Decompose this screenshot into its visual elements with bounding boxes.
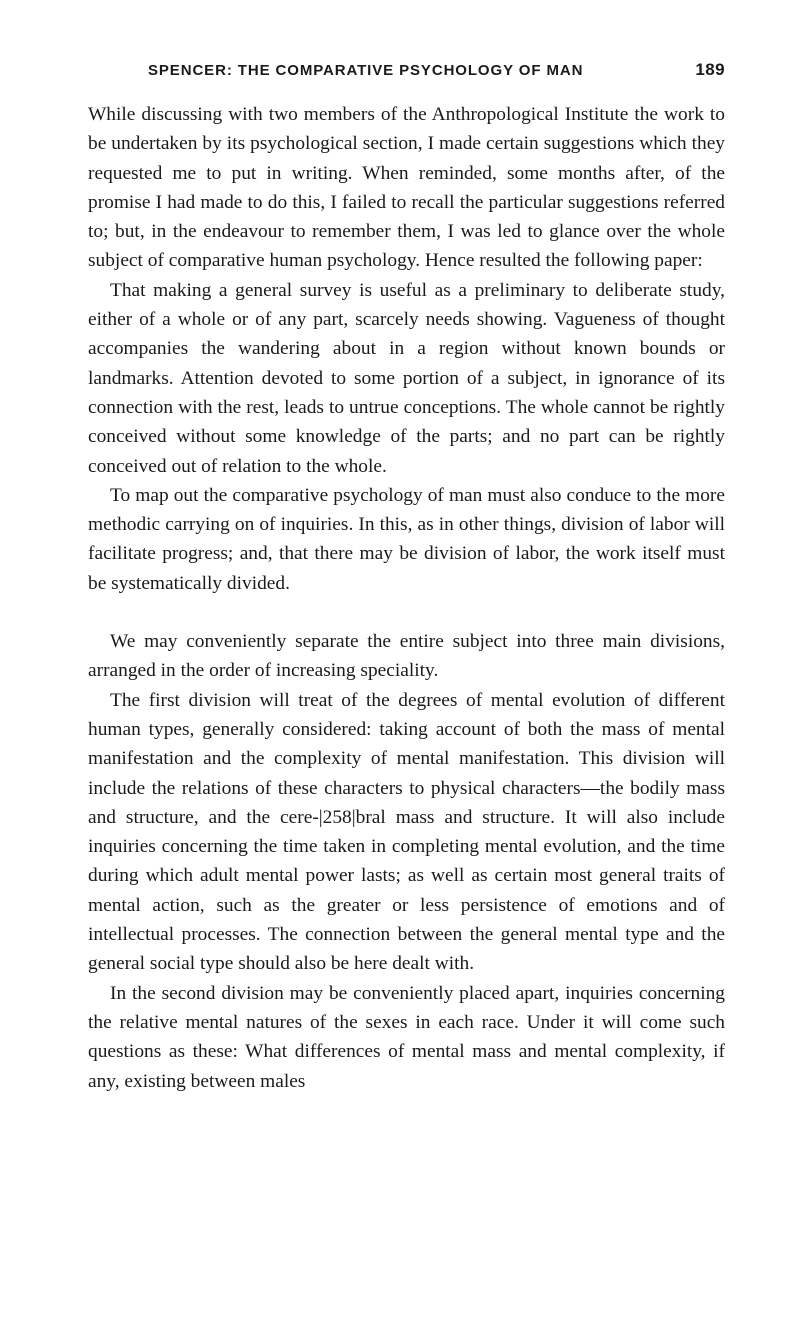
paragraph-first-division: The first division will treat of the degrees of mental evolution of different human types, generally considered: taking account of both the mass of mental manifestation and the complexity of mental manifestation. This division will include the relations of these characters to physical characters—the bodily mass and structure, and the cere-|258|bral mass and structure. It will also include inquiries concerning the time taken in completing mental evolution, and the time during which adult mental power lasts; as well as certain most general traits of mental action, such as the greater or less persistence of emotions and of intellectual processes. The connection between the general mental type and the general social type should also be here dealt with. — [88, 689, 725, 975]
body-text — [88, 100, 725, 1096]
paragraph-survey: That making a general survey is useful as a preliminary to deliberate study, either of a whole or of any part, scarcely needs showing. Vagueness of thought accompanies the wandering about in a region without known bounds or landmarks. Attention devoted to some portion of a subject, in ignorance of its connection with the rest, leads to untrue conceptions. The whole cannot be rightly conceived without some knowledge of the parts; and no part can be rightly conceived out of relation to the whole. — [88, 279, 725, 477]
running-head — [88, 56, 725, 86]
paragraph-divisions: We may conveniently separate the entire subject into three main divisions, arranged in the order of increasing speciality. — [88, 631, 725, 682]
paragraph-map-out: To map out the comparative psychology of man must also conduce to the more methodic carrying on of inquiries. In this, as in other things, division of labor will facilitate progress; and, that there may be division of labor, the work itself must be systematically divided. — [88, 484, 725, 594]
running-head-title: SPENCER: THE COMPARATIVE PSYCHOLOGY OF MAN — [148, 62, 584, 79]
paragraph-second-division: In the second division may be conveniently placed apart, inquiries concerning the relative mental natures of the sexes in each race. Under it will come such questions as these: What differences of mental mass and mental complexity, if any, existing between males — [88, 982, 725, 1092]
book-page — [88, 56, 725, 1096]
paragraph-intro: While discussing with two members of the Anthropological Institute the work to be undertaken by its psychological section, I made certain suggestions which they requested me to put in writing. When reminded, some months after, of the promise I had made to do this, I failed to recall the particular suggestions referred to; but, in the endeavour to remember them, I was led to glance over the whole subject of comparative human psychology. Hence resulted the following paper: — [88, 104, 725, 272]
page-number: 189 — [695, 60, 725, 79]
